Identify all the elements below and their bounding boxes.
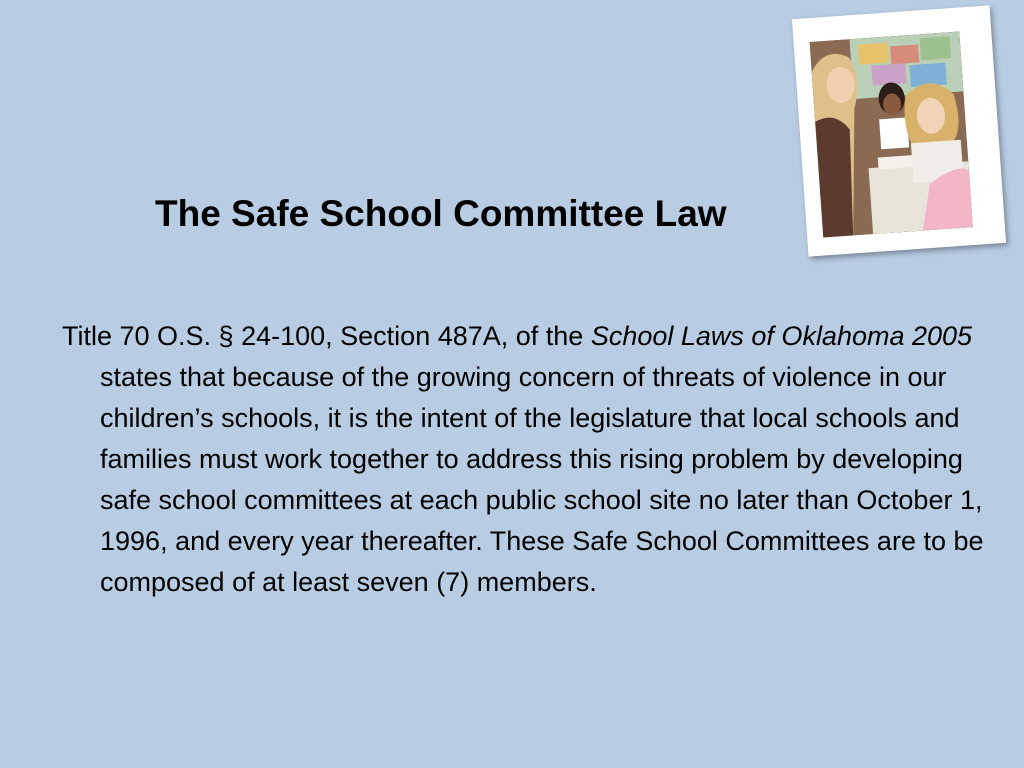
classroom-photo-frame (792, 5, 1006, 256)
body-text-italic-citation: School Laws of Oklahoma 2005 (590, 321, 973, 351)
body-text-part1: Title 70 O.S. § 24-100, Section 487A, of the (62, 321, 591, 351)
slide-body-text (62, 316, 1005, 603)
slide-title: The Safe School Committee Law (155, 193, 727, 234)
body-text-part2: states that because of the growing concern of threats of violence in our children’s schools, it is the intent of the legislature that local schools and families must work together to address this rising problem by developing safe school committees at each public school site no later than October 1, 1996, and every year thereafter. These Safe School Committees are to be composed of at least seven (7) members. (100, 362, 984, 597)
classroom-photo (810, 32, 973, 238)
